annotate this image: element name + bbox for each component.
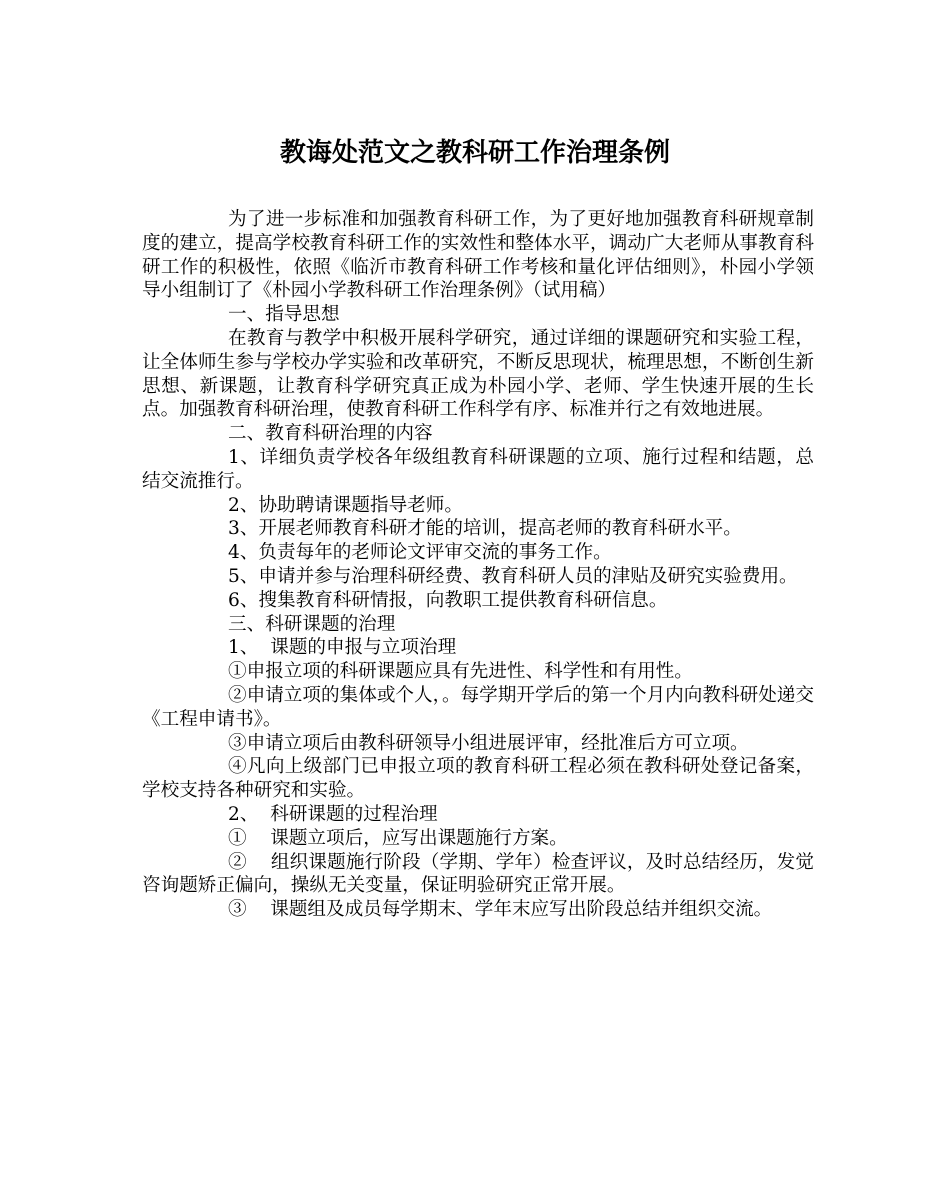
application-item-3: ③申请立项后由教科研领导小组进展评审，经批准后方可立项。: [228, 732, 749, 754]
application-item-4: ④凡向上级部门已申报立项的教育科研工程必须在教科研处登记备案，学校支持各种研究和实验。: [142, 756, 814, 802]
content-item-3: 3、开展老师教育科研才能的培训，提高老师的教育科研水平。: [228, 518, 742, 540]
subsection-heading-process: 2、 科研课题的过程治理: [228, 803, 438, 825]
content-item-2: 2、协助聘请课题指导老师。: [228, 494, 463, 516]
content-item-4: 4、负责每年的老师论文评审交流的事务工作。: [228, 542, 612, 564]
section-heading-guiding-ideas: 一、指导思想: [228, 304, 340, 326]
application-item-1: ①申报立项的科研课题应具有先进性、科学性和有用性。: [228, 661, 693, 683]
document-body: [142, 208, 814, 922]
section-heading-topic-management: 三、科研课题的治理: [228, 613, 396, 635]
process-item-1: ① 课题立项后，应写出课题施行方案。: [228, 827, 568, 849]
section-heading-management-content: 二、教育科研治理的内容: [228, 423, 433, 445]
content-item-6: 6、搜集教育科研情报，向教职工提供教育科研信息。: [228, 589, 668, 611]
guiding-ideas-paragraph: 在教育与教学中积极开展科学研究，通过详细的课题研究和实验工程，让全体师生参与学校办学实验和改革研究，不断反思现状，梳理思想，不断创生新思想、新课题，让教育科学研究真正成为朴园小学、老师、学生快速开展的生长点。加强教育科研治理，使教育科研工作科学有序、标准并行之有效地进展。: [142, 327, 814, 421]
document-title: 教诲处范文之教科研工作治理条例: [279, 138, 670, 168]
process-item-3: ③ 课题组及成员每学期末、学年末应写出阶段总结并组织交流。: [228, 899, 773, 921]
application-item-2: ②申请立项的集体或个人，。每学期开学后的第一个月内向教科研处递交《工程申请书》。: [142, 684, 814, 730]
process-item-2: ② 组织课题施行阶段（学期、学年）检查评议，及时总结经历，发觉咨询题矫正偏向，操纵无关变量，保证明验研究正常开展。: [142, 851, 814, 897]
intro-paragraph: 为了进一步标准和加强教育科研工作，为了更好地加强教育科研规章制度的建立，提高学校教育科研工作的实效性和整体水平，调动广大老师从事教育科研工作的积极性，依照《临沂市教育科研工作考核和量化评估细则》，朴园小学领导小组制订了《朴园小学教科研工作治理条例》（试用稿）: [142, 209, 814, 302]
content-item-1: 1、详细负责学校各年级组教育科研课题的立项、施行过程和结题，总结交流推行。: [142, 446, 814, 492]
subsection-heading-application: 1、 课题的申报与立项治理: [228, 637, 457, 659]
content-item-5: 5、申请并参与治理科研经费、教育科研人员的津贴及研究实验费用。: [228, 565, 798, 587]
